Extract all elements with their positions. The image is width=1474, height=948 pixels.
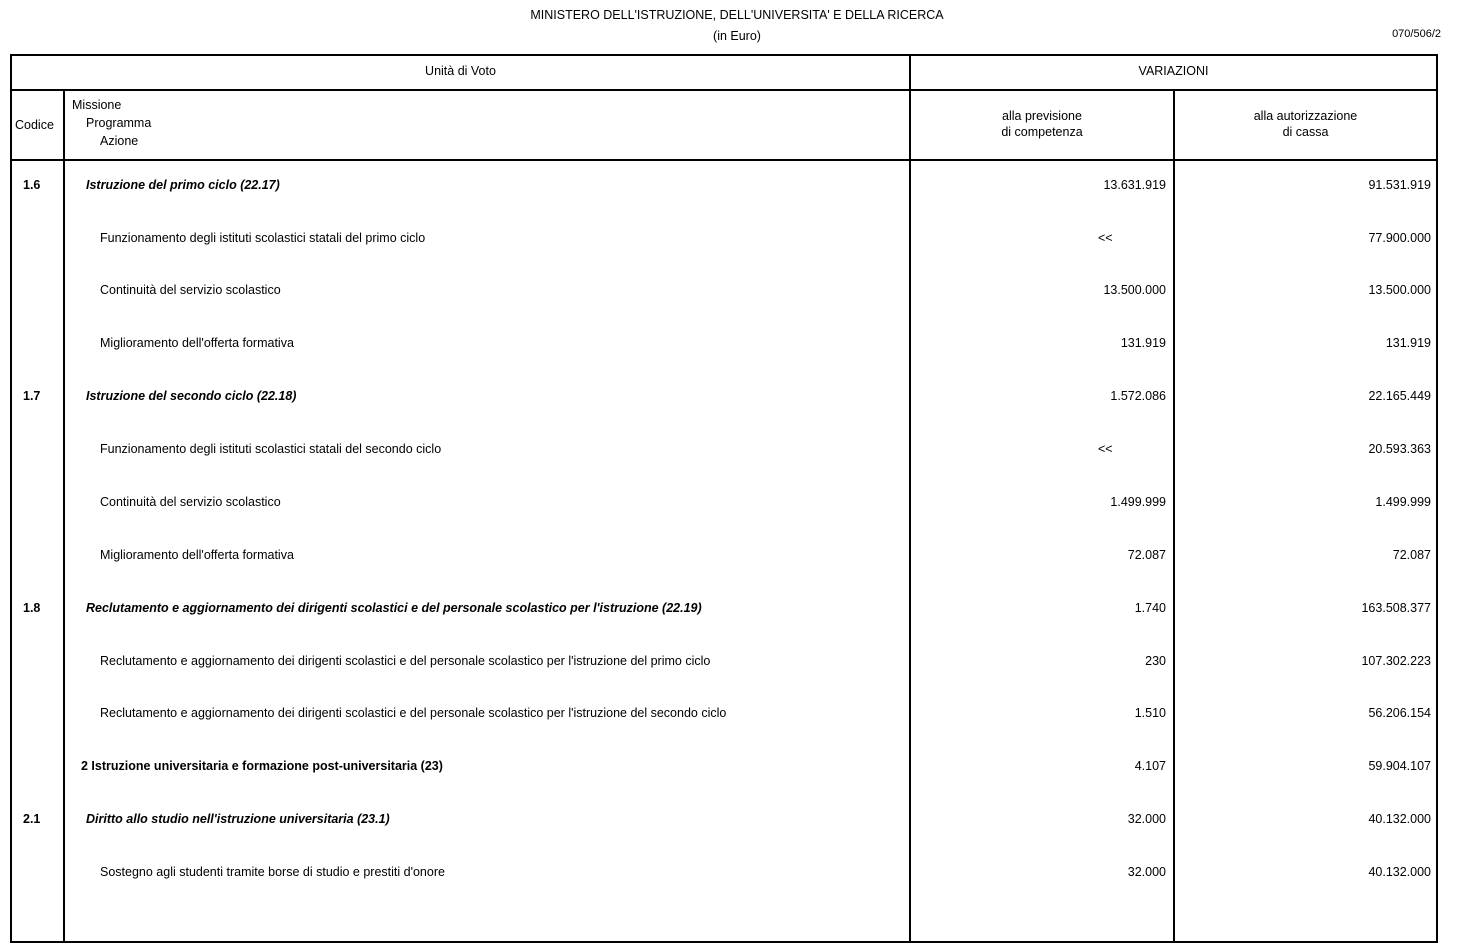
row-cassa: 20.593.363: [1368, 442, 1431, 456]
row-cassa: 13.500.000: [1368, 283, 1431, 297]
row-descrizione: Diritto allo studio nell'istruzione universitaria (23.1): [86, 812, 390, 826]
row-descrizione: Reclutamento e aggiornamento dei dirigenti scolastici e del personale scolastico per l'istruzione del secondo ciclo: [100, 706, 727, 720]
row-descrizione: 2 Istruzione universitaria e formazione post-universitaria (23): [81, 759, 443, 773]
unit-label: (in Euro): [713, 29, 761, 43]
row-cassa: 22.165.449: [1368, 389, 1431, 403]
row-competenza: 1.572.086: [1110, 389, 1166, 403]
row-cassa: 77.900.000: [1368, 231, 1431, 245]
column-divider-codice: [63, 89, 65, 943]
row-codice: 1.7: [23, 389, 41, 403]
row-descrizione: Funzionamento degli istituti scolastici statali del primo ciclo: [100, 231, 426, 245]
row-descrizione: Funzionamento degli istituti scolastici statali del secondo ciclo: [100, 442, 442, 456]
ministry-title: MINISTERO DELL'ISTRUZIONE, DELL'UNIVERSITA' E DELLA RICERCA: [530, 8, 944, 22]
row-competenza: 32.000: [1127, 865, 1166, 879]
row-competenza: 13.500.000: [1103, 283, 1166, 297]
row-competenza: 4.107: [1134, 759, 1166, 773]
row-cassa: 59.904.107: [1368, 759, 1431, 773]
row-competenza: 72.087: [1127, 548, 1166, 562]
header-cassa-line2: di cassa: [1282, 125, 1329, 139]
row-competenza: <<: [1098, 231, 1113, 245]
row-descrizione: Sostegno agli studenti tramite borse di studio e prestiti d'onore: [100, 865, 445, 879]
row-cassa: 40.132.000: [1368, 812, 1431, 826]
row-competenza: 32.000: [1127, 812, 1166, 826]
row-competenza: 1.740: [1134, 601, 1166, 615]
header-competenza-line1: alla previsione: [1002, 109, 1082, 123]
row-descrizione: Istruzione del secondo ciclo (22.18): [86, 389, 297, 403]
row-descrizione: Reclutamento e aggiornamento dei dirigenti scolastici e del personale scolastico per l'istruzione del primo ciclo: [100, 654, 711, 668]
header-codice: Codice: [15, 118, 54, 132]
row-cassa: 1.499.999: [1375, 495, 1431, 509]
header-missione: Missione: [72, 98, 122, 112]
row-cassa: 40.132.000: [1368, 865, 1431, 879]
row-descrizione: Continuità del servizio scolastico: [100, 495, 281, 509]
row-cassa: 72.087: [1392, 548, 1431, 562]
row-descrizione: Istruzione del primo ciclo (22.17): [86, 178, 280, 192]
row-cassa: 163.508.377: [1361, 601, 1431, 615]
row-descrizione: Miglioramento dell'offerta formativa: [100, 548, 294, 562]
row-descrizione: Continuità del servizio scolastico: [100, 283, 281, 297]
row-cassa: 91.531.919: [1368, 178, 1431, 192]
row-competenza: 1.499.999: [1110, 495, 1166, 509]
row-codice: 2.1: [23, 812, 41, 826]
header-divider-top: [10, 89, 1438, 91]
row-competenza: 131.919: [1120, 336, 1166, 350]
row-competenza: 1.510: [1134, 706, 1166, 720]
row-descrizione: Miglioramento dell'offerta formativa: [100, 336, 294, 350]
header-azione: Azione: [100, 134, 139, 148]
row-codice: 1.8: [23, 601, 41, 615]
header-programma: Programma: [86, 116, 152, 130]
header-variazioni: VARIAZIONI: [1138, 64, 1209, 78]
document-code: 070/506/2: [1392, 28, 1441, 40]
row-cassa: 131.919: [1385, 336, 1431, 350]
header-divider-bottom: [10, 159, 1438, 161]
row-cassa: 56.206.154: [1368, 706, 1431, 720]
row-codice: 1.6: [23, 178, 41, 192]
header-unita-di-voto: Unità di Voto: [425, 64, 496, 78]
row-competenza: 230: [1145, 654, 1166, 668]
header-competenza-line2: di competenza: [1001, 125, 1083, 139]
header-cassa-line1: alla autorizzazione: [1253, 109, 1358, 123]
row-cassa: 107.302.223: [1361, 654, 1431, 668]
row-competenza: <<: [1098, 442, 1113, 456]
row-competenza: 13.631.919: [1103, 178, 1166, 192]
row-descrizione: Reclutamento e aggiornamento dei dirigenti scolastici e del personale scolastico per l'istruzione (22.19): [86, 601, 702, 615]
